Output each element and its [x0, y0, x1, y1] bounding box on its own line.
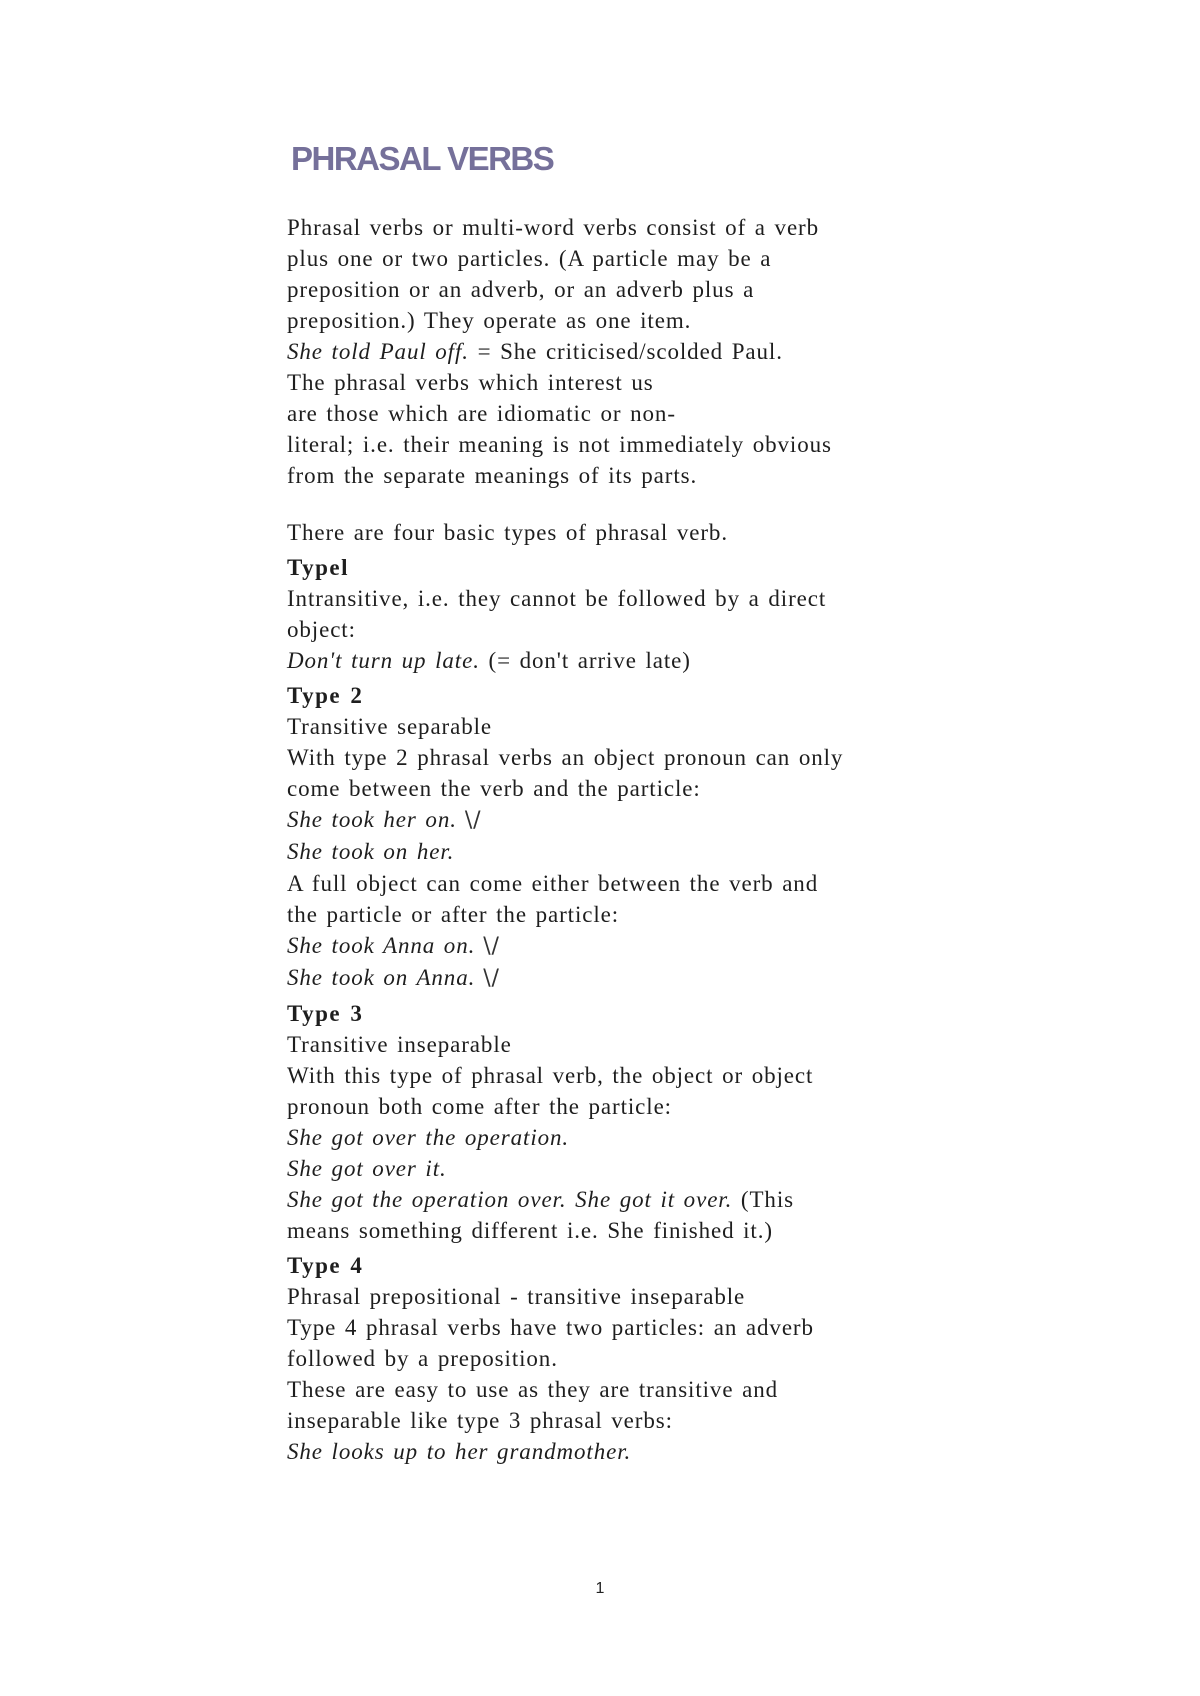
document-body: [287, 212, 987, 1467]
idiom-line: are those which are idiomatic or non-: [287, 401, 676, 426]
type2-example: [287, 962, 987, 994]
type3-note-italic: She got the operation over. She got it over.: [287, 1187, 733, 1212]
type4-line: Phrasal prepositional - transitive inseparable: [287, 1284, 746, 1309]
type3-line: pronoun both come after the particle:: [287, 1094, 672, 1119]
intro-example-italic: She told Paul off.: [287, 339, 469, 364]
idiom-line: The phrasal verbs which interest us: [287, 370, 654, 395]
tick-mark: \/: [483, 934, 500, 959]
type2-line: A full object can come either between the verb and: [287, 871, 819, 896]
type2-line: Transitive separable: [287, 714, 493, 739]
type1-example-italic: Don't turn up late.: [287, 648, 480, 673]
tick-mark: \/: [464, 808, 482, 833]
type3-example: She got over the operation.: [287, 1125, 570, 1150]
type4-line: These are easy to use as they are transitive and: [287, 1377, 778, 1402]
type3-line: With this type of phrasal verb, the object or object: [287, 1063, 814, 1088]
type2-example-text: She took her on.: [287, 807, 457, 832]
type1-example-plain: (= don't arrive late): [479, 648, 691, 673]
type3-line: Transitive inseparable: [287, 1032, 512, 1057]
type3-note-plain: (This: [732, 1187, 794, 1212]
intro-line: Phrasal verbs or multi-word verbs consist of a verb: [287, 215, 820, 240]
intro-line: preposition.) They operate as one item.: [287, 308, 692, 333]
type3-example: She got over it.: [287, 1156, 447, 1181]
type2-example-text: She took on Anna.: [287, 965, 476, 990]
tick-mark: \/: [483, 966, 500, 991]
type2-heading: Type 2: [287, 683, 364, 708]
idiom-line: from the separate meanings of its parts.: [287, 463, 698, 488]
type4-line: inseparable like type 3 phrasal verbs:: [287, 1408, 673, 1433]
type2-example-text: She took Anna on.: [287, 933, 476, 958]
idiom-line: literal; i.e. their meaning is not immediately obvious: [287, 432, 832, 457]
intro-example: [287, 336, 987, 367]
intro-line: preposition or an adverb, or an adverb plus a: [287, 277, 755, 302]
type3-heading: Type 3: [287, 1001, 364, 1026]
type4-line: Type 4 phrasal verbs have two particles: an adverb: [287, 1315, 814, 1340]
type4-line: followed by a preposition.: [287, 1346, 558, 1371]
type2-example: [287, 804, 987, 836]
type4-heading: Type 4: [287, 1253, 364, 1278]
type2-line: With type 2 phrasal verbs an object pronoun can only: [287, 745, 844, 770]
type4-example: She looks up to her grandmother.: [287, 1439, 632, 1464]
type2-example: [287, 836, 987, 868]
intro-line: plus one or two particles. (A particle may be a: [287, 246, 772, 271]
page-number: 1: [595, 1580, 605, 1597]
intro-example-plain: = She criticised/scolded Paul.: [468, 339, 783, 364]
type2-line: the particle or after the particle:: [287, 902, 620, 927]
type2-example: [287, 930, 987, 962]
type2-example-text: She took on her.: [287, 839, 455, 864]
type1-line: Intransitive, i.e. they cannot be followed by a direct: [287, 586, 827, 611]
type3-note: [287, 1184, 987, 1215]
type1-line: object:: [287, 617, 356, 642]
type2-line: come between the verb and the particle:: [287, 776, 701, 801]
types-intro: There are four basic types of phrasal verb.: [287, 520, 728, 545]
type3-note-line: means something different i.e. She finished it.): [287, 1218, 773, 1243]
type1-example: [287, 645, 987, 676]
type1-heading: Typel: [287, 555, 350, 580]
page-title: PHRASAL VERBS: [291, 140, 554, 177]
